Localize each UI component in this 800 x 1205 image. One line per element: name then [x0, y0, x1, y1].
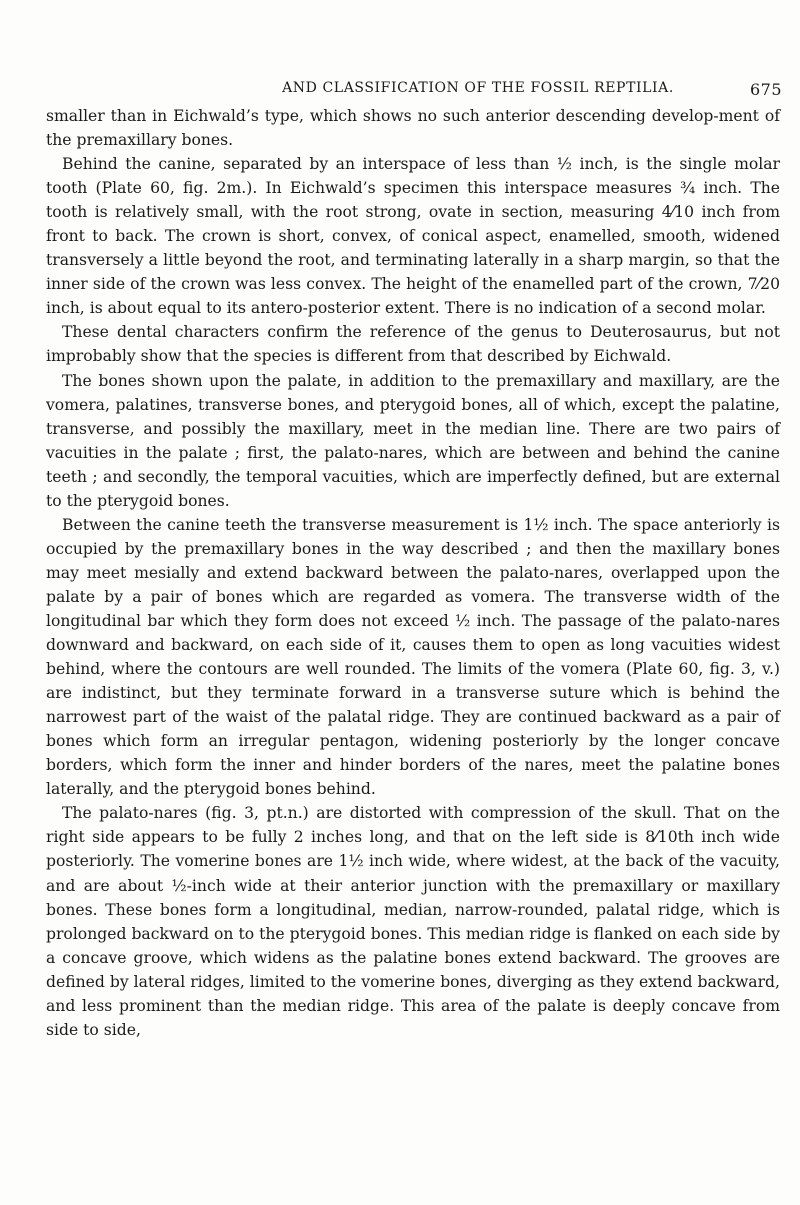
paragraph-3: These dental characters confirm the reference of the genus to Deuterosaurus, but not improbably show that the species is different from that described by Eichwald. [46, 323, 780, 366]
paragraph-4: The bones shown upon the palate, in addition to the premaxillary and maxillary, are the vomera, palatines, transverse bones, and pterygoid bones, all of which, except the palatine, transverse, and possibly the maxillary, meet in the median line. There are two pairs of vacuities in the palate ; first, the palato-nares, which are between and behind the canine teeth ; and secondly, the temporal vacuities, which are imperfectly defined, but are external to the pterygoid bones. [46, 371, 780, 510]
running-head: AND CLASSIFICATION OF THE FOSSIL REPTILIA. [282, 80, 674, 96]
page-number: 675 [749, 80, 782, 99]
paragraph-1: smaller than in Eichwald’s type, which shows no such anterior descending develop-ment of the premaxillary bones. [46, 107, 780, 150]
body-text [46, 104, 780, 1042]
paragraph-5: Between the canine teeth the transverse measurement is 1½ inch. The space anteriorly is occupied by the premaxillary bones in the way described ; and then the maxillary bones may meet mesially and extend backward between the palato-nares, overlapped upon the palate by a pair of bones which are regarded as vomera. The transverse width of the longitudinal bar which they form does not exceed ½ inch. The passage of the palato-nares downward and backward, on each side of it, causes them to open as long vacuities widest behind, where the contours are well rounded. The limits of the vomera (Plate 60, fig. 3, v.) are indistinct, but they terminate forward in a transverse suture which is behind the narrowest part of the waist of the palatal ridge. They are continued backward as a pair of bones which form an irregular pentagon, widening posteriorly by the longer concave borders, which form the inner and hinder borders of the nares, meet the palatine bones laterally, and the pterygoid bones behind. [46, 515, 780, 799]
paragraph-2: Behind the canine, separated by an interspace of less than ½ inch, is the single molar tooth (Plate 60, fig. 2m.). In Eichwald’s specimen this interspace measures ¾ inch. The tooth is relatively small, with the root strong, ovate in section, measuring 4⁄10 inch from front to back. The crown is short, convex, of conical aspect, enamelled, smooth, widened transversely a little beyond the root, and terminating laterally in a sharp margin, so that the inner side of the crown was less convex. The height of the enamelled part of the crown, 7⁄20 inch, is about equal to its antero-posterior extent. There is no indication of a second molar. [46, 155, 780, 318]
paragraph-6: The palato-nares (fig. 3, pt.n.) are distorted with compression of the skull. That on the right side appears to be fully 2 inches long, and that on the left side is 8⁄10th inch wide posteriorly. The vomerine bones are 1½ inch wide, where widest, at the back of the vacuity, and are about ½-inch wide at their anterior junction with the premaxillary or maxillary bones. These bones form a longitudinal, median, narrow-rounded, palatal ridge, which is prolonged backward on to the pterygoid bones. This median ridge is flanked on each side by a concave groove, which widens as the palatine bones extend backward. The grooves are defined by lateral ridges, limited to the vomerine bones, diverging as they extend backward, and less prominent than the median ridge. This area of the palate is deeply concave from side to side, [46, 804, 780, 1039]
page-header [46, 80, 782, 100]
